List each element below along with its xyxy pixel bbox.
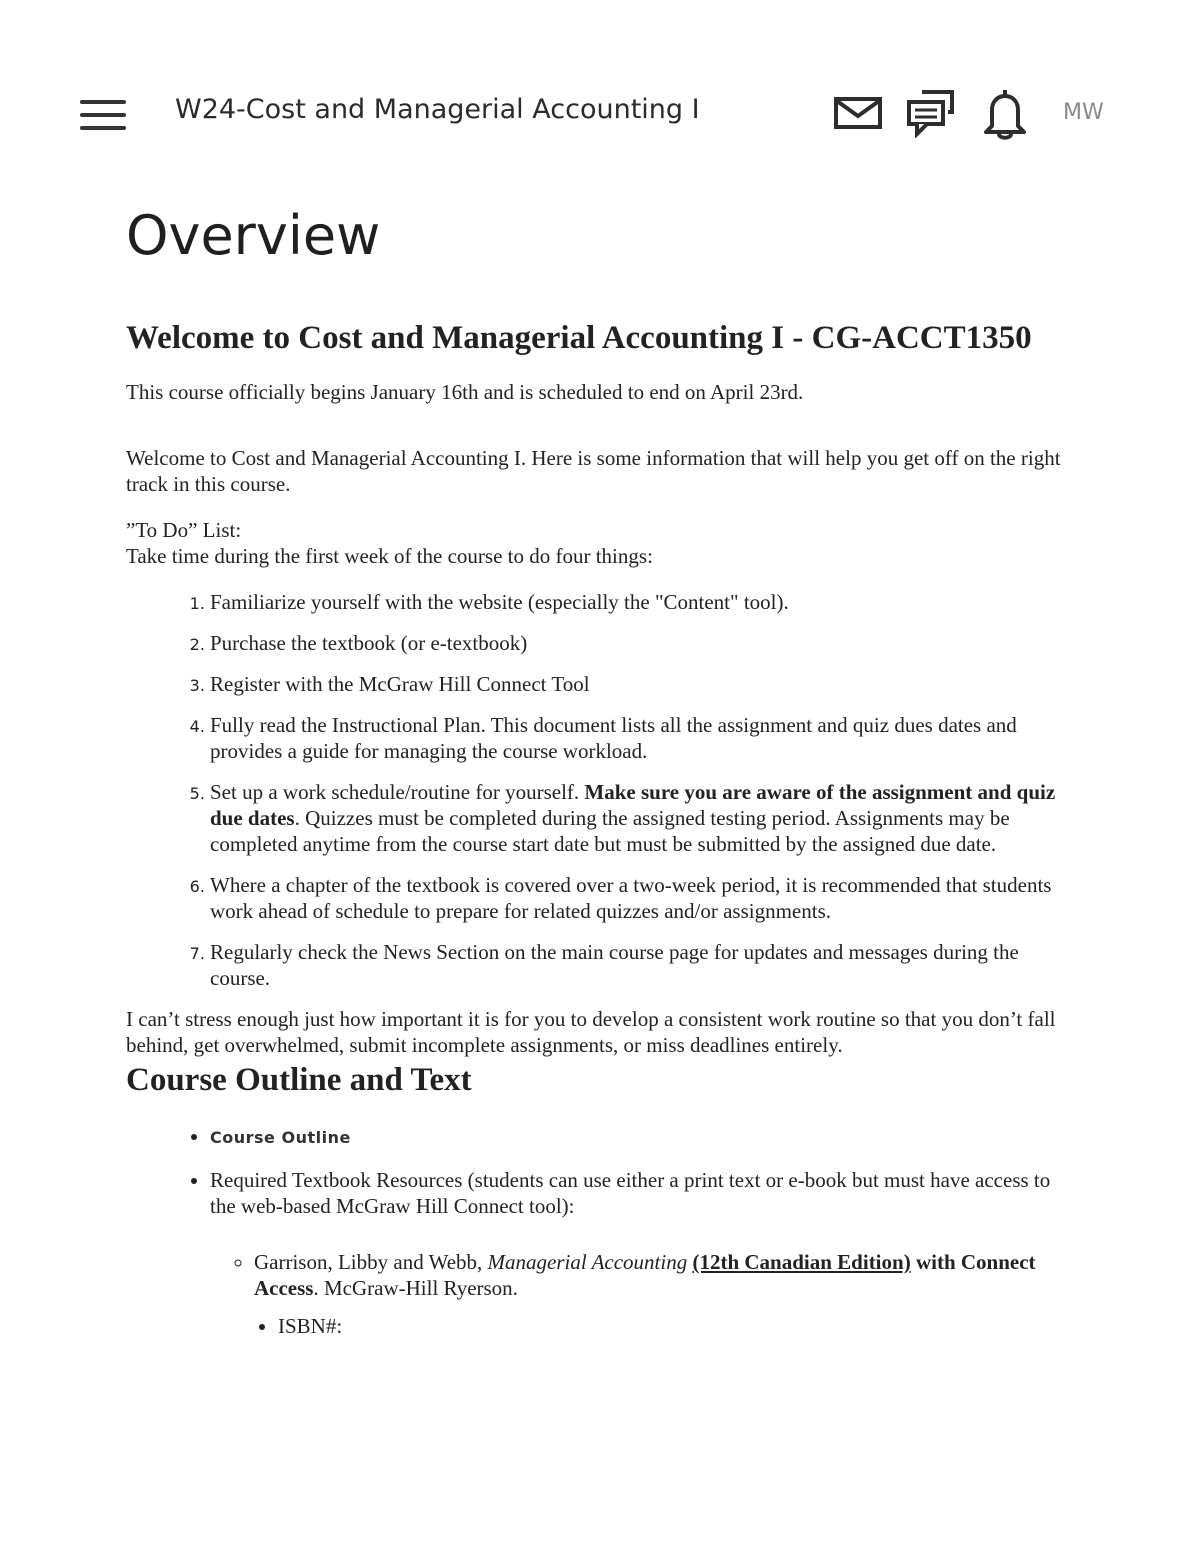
book-edition-link[interactable]: (12th Canadian Edition) bbox=[692, 1250, 911, 1274]
todo-text: Set up a work schedule/routine for yourself. bbox=[210, 780, 585, 804]
book-list bbox=[210, 1249, 1076, 1339]
course-title[interactable]: W24-Cost and Managerial Accounting I bbox=[175, 94, 700, 125]
book-access: with Connect Access bbox=[254, 1250, 1036, 1300]
outline-heading: Course Outline and Text bbox=[126, 1062, 472, 1098]
todo-intro: Take time during the first week of the course to do four things: bbox=[126, 544, 653, 568]
todo-emphasis: Make sure you are aware of the assignment and quiz due dates bbox=[210, 780, 1056, 830]
todo-item: 7. Regularly check the News Section on the main course page for updates and messages during the course. bbox=[210, 939, 1076, 991]
todo-item bbox=[210, 779, 1076, 857]
overview-content bbox=[126, 318, 1076, 1355]
todo-item: 2. Purchase the textbook (or e-textbook) bbox=[210, 630, 1076, 656]
isbn-list bbox=[254, 1313, 1076, 1339]
todo-label: ”To Do” List: bbox=[126, 518, 242, 542]
todo-item: 3. Register with the McGraw Hill Connect Tool bbox=[210, 671, 1076, 697]
outline-list bbox=[126, 1123, 1076, 1339]
textbook-resources-text: Required Textbook Resources (students can use either a print text or e-book but must have access to the web-based McGraw Hill Connect tool): bbox=[210, 1168, 1051, 1218]
todo-text: . Quizzes must be completed during the assigned testing period. Assignments may be completed anytime from the course start date but must be submitted by the assigned due date. bbox=[210, 806, 1010, 856]
book-item bbox=[254, 1249, 1076, 1339]
closing-paragraph: I can’t stress enough just how important it is for you to develop a consistent work routine so that you don’t fall behind, get overwhelmed, submit incomplete assignments, or miss deadlines entirely. bbox=[126, 1007, 1056, 1057]
todo-item: 4. Fully read the Instructional Plan. This document lists all the assignment and quiz dues dates and provides a guide for managing the course workload. bbox=[210, 712, 1076, 764]
isbn-item: • ISBN#: bbox=[278, 1313, 1076, 1339]
book-title: Managerial Accounting bbox=[487, 1250, 688, 1274]
chat-icon[interactable] bbox=[906, 88, 956, 143]
welcome-heading: Welcome to Cost and Managerial Accounting I - CG-ACCT1350 bbox=[126, 320, 1032, 356]
book-publisher: . McGraw-Hill Ryerson. bbox=[313, 1276, 518, 1300]
list-item bbox=[210, 1123, 1076, 1151]
mail-icon[interactable] bbox=[834, 96, 882, 135]
top-navigation-bar bbox=[0, 0, 1200, 200]
book-authors: Garrison, Libby and Webb, bbox=[254, 1250, 488, 1274]
bell-icon[interactable] bbox=[982, 88, 1028, 145]
course-outline-link[interactable]: Course Outline bbox=[210, 1128, 351, 1147]
user-avatar[interactable]: MW bbox=[1063, 100, 1104, 125]
menu-icon[interactable] bbox=[80, 100, 126, 130]
todo-item: 1. Familiarize yourself with the website (especially the "Content" tool). bbox=[210, 589, 1076, 615]
course-dates: This course officially begins January 16th and is scheduled to end on April 23rd. bbox=[126, 380, 804, 404]
todo-list bbox=[126, 589, 1076, 991]
todo-item: 6. Where a chapter of the textbook is covered over a two-week period, it is recommended that students work ahead of schedule to prepare for related quizzes and/or assignments. bbox=[210, 872, 1076, 924]
page-title: Overview bbox=[126, 204, 381, 267]
list-item bbox=[210, 1167, 1076, 1339]
welcome-intro: Welcome to Cost and Managerial Accounting I. Here is some information that will help you get off on the right track in this course. bbox=[126, 446, 1061, 496]
